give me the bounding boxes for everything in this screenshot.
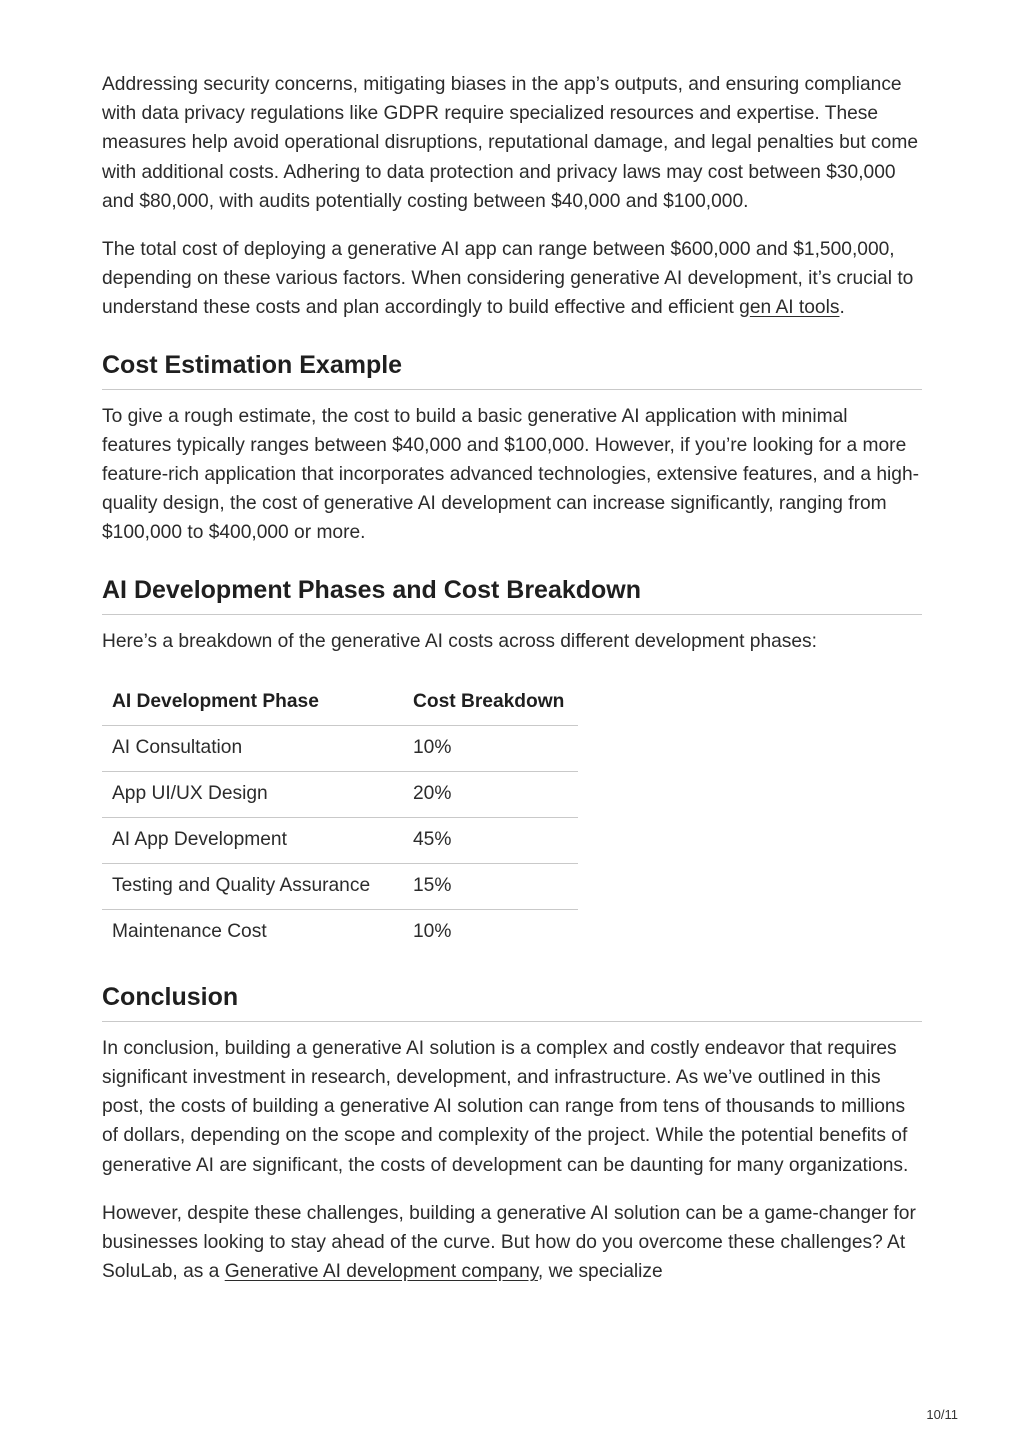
cost-estimation-section [102, 349, 922, 548]
table-cell-cost: 20% [403, 771, 578, 817]
table-row [102, 863, 578, 909]
generative-ai-company-link[interactable]: Generative AI development company [224, 1261, 538, 1283]
document-page [102, 70, 922, 1286]
conclusion-section [102, 981, 922, 1287]
table-cell-phase: Testing and Quality Assurance [102, 863, 403, 909]
conclusion-paragraph-solulab-text: However, despite these challenges, building a generative AI solution can be a game-changer for businesses looking to stay ahead of the curve. But how do you overcome these challenges? At SoluLab, as a [102, 1202, 916, 1283]
conclusion-paragraph-costs: In conclusion, building a generative AI solution is a complex and costly endeavor that requires significant investment in research, development, and infrastructure. As we’ve outlined in this post, the costs of building a generative AI solution can range from tens of thousands to millions of dollars, depending on the scope and complexity of the project. While the potential benefits of generative AI are significant, the costs of development can be daunting for many organizations. [102, 1037, 909, 1176]
intro-paragraph-total-cost-end: . [839, 297, 845, 319]
cost-estimation-paragraph: To give a rough estimate, the cost to build a basic generative AI application with minimal features typically ranges between $40,000 and $100,000. However, if you’re looking for a more feature-rich application that incorporates advanced technologies, extensive features, and a high-quality design, the cost of generative AI development can increase significantly, ranging from $100,000 to $400,000 or more. [102, 405, 920, 544]
table-cell-cost: 10% [403, 725, 578, 771]
table-cell-phase: AI Consultation [102, 725, 403, 771]
gen-ai-tools-link[interactable]: en AI tools [749, 297, 840, 319]
table-row [102, 725, 578, 771]
intro-paragraph-total-cost [102, 235, 922, 323]
intro-paragraph-total-cost-text: The total cost of deploying a generative AI app can range between $600,000 and $1,500,000, depending on these various factors. When considering generative AI development, it’s crucial to understand these costs and plan accordingly to build effective and efficient g [102, 239, 914, 319]
table-row [102, 909, 578, 955]
conclusion-paragraph-solulab [102, 1199, 922, 1287]
table-cell-phase: App UI/UX Design [102, 771, 403, 817]
table-header-cost: Cost Breakdown [403, 680, 578, 726]
table-header-phase: AI Development Phase [102, 680, 403, 726]
table-cell-cost: 15% [403, 863, 578, 909]
cost-breakdown-table [102, 680, 578, 955]
table-cell-cost: 45% [403, 817, 578, 863]
page-number: 10/11 [926, 1407, 958, 1422]
table-row [102, 771, 578, 817]
table-header-row [102, 680, 578, 726]
phases-intro-paragraph: Here’s a breakdown of the generative AI costs across different development phases: [102, 630, 817, 652]
phases-heading: AI Development Phases and Cost Breakdown [102, 574, 922, 615]
phases-section [102, 574, 922, 955]
table-cell-cost: 10% [413, 921, 452, 943]
cost-estimation-heading: Cost Estimation Example [102, 349, 922, 390]
conclusion-paragraph-solulab-end: , we specialize [537, 1261, 663, 1283]
table-row [102, 817, 578, 863]
table-cell-phase: Maintenance Cost [112, 921, 267, 943]
intro-paragraph-security: Addressing security concerns, mitigating biases in the app’s outputs, and ensuring compliance with data privacy regulations like GDPR require specialized resources and expertise. These measures help avoid operational disruptions, reputational damage, and legal penalties but come with additional costs. Adhering to data protection and privacy laws may cost between $30,000 and $80,000, with audits potentially costing between $40,000 and $100,000. [102, 74, 918, 212]
table-cell-phase: AI App Development [102, 817, 403, 863]
conclusion-heading: Conclusion [102, 981, 922, 1022]
